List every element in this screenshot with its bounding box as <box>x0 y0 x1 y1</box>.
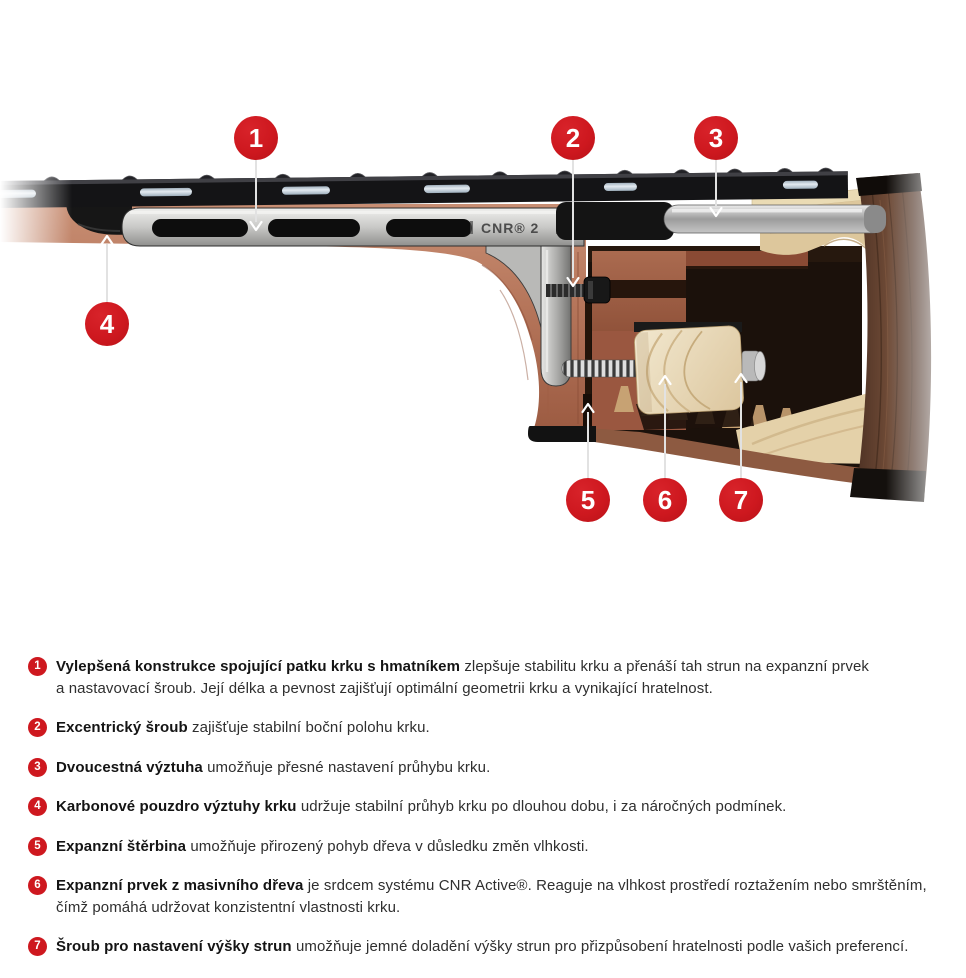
legend <box>28 656 950 976</box>
cnr-engraving: CNR® 2 <box>481 220 540 236</box>
legend-bullet-7: 7 <box>28 937 47 956</box>
legend-item-5 <box>28 836 950 858</box>
legend-term-7: Šroub pro nastavení výšky strun <box>56 938 292 955</box>
legend-bullet-2: 2 <box>28 718 47 737</box>
left-fade <box>0 140 72 540</box>
legend-bullet-3: 3 <box>28 758 47 777</box>
legend-term-1: Vylepšená konstrukce spojující patku krku s hmatníkem <box>56 658 461 675</box>
legend-item-4 <box>28 796 950 818</box>
legend-item-6 <box>28 875 950 918</box>
legend-item-3 <box>28 757 950 779</box>
legend-item-2 <box>28 717 950 739</box>
heel-cap <box>528 426 596 442</box>
legend-term-3: Dvoucestná výztuha <box>56 758 203 776</box>
legend-term-5: Expanzní štěrbina <box>56 837 187 855</box>
legend-bullet-4: 4 <box>28 797 47 816</box>
expansion-element <box>634 325 744 414</box>
legend-text-3: Dvoucestná výztuha umožňuje přesné nastavení průhybu krku. <box>56 758 491 776</box>
legend-text-1: Vylepšená konstrukce spojující patku krku s hmatníkem zlepšuje stabilitu krku a přenáší tah strun na expanzní prvek a nastavovací šroub. Její délka a pevnost zajišťují optimální geometrii krku a vynikající hratelnost. <box>56 658 869 697</box>
legend-text-7: Šroub pro nastavení výšky strun umožňuje jemné doladění výšky strun pro přizpůsobení hratelnosti podle vašich preferencí. <box>56 938 909 955</box>
legend-term-6: Expanzní prvek z masivního dřeva <box>56 877 304 894</box>
legend-bullet-6: 6 <box>28 876 47 895</box>
right-fade <box>886 130 966 550</box>
legend-item-7 <box>28 936 950 958</box>
legend-text-6: Expanzní prvek z masivního dřeva je srdcem systému CNR Active®. Reaguje na vlhkost prostředí roztažením nebo smrštěním, čímž pomáhá udržovat konzistentní vlastnosti krku. <box>56 877 927 916</box>
truss-rod <box>664 205 886 233</box>
legend-bullet-5: 5 <box>28 837 47 856</box>
string-height-screw <box>742 351 766 381</box>
legend-item-1 <box>28 656 950 699</box>
legend-term-4: Karbonové pouzdro výztuhy krku <box>56 798 297 815</box>
legend-text-4: Karbonové pouzdro výztuhy krku udržuje stabilní průhyb krku po dlouhou dobu, i za náročných podmínek. <box>56 798 787 815</box>
legend-text-5: Expanzní štěrbina umožňuje přirozený pohyb dřeva v důsledku změn vlhkosti. <box>56 837 589 855</box>
callout-badge-7: 7 <box>719 478 763 522</box>
legend-text-2: Excentrický šroub zajišťuje stabilní boční polohu krku. <box>56 719 430 736</box>
callout-badge-6: 6 <box>643 478 687 522</box>
callout-badge-4: 4 <box>85 302 129 346</box>
callout-badge-5: 5 <box>566 478 610 522</box>
legend-term-2: Excentrický šroub <box>56 719 188 736</box>
callout-badge-3: 3 <box>694 116 738 160</box>
callout-badge-1: 1 <box>234 116 278 160</box>
fretboard <box>0 168 848 208</box>
cnr-bar <box>122 208 584 246</box>
legend-bullet-1: 1 <box>28 657 47 676</box>
callout-badge-2: 2 <box>551 116 595 160</box>
